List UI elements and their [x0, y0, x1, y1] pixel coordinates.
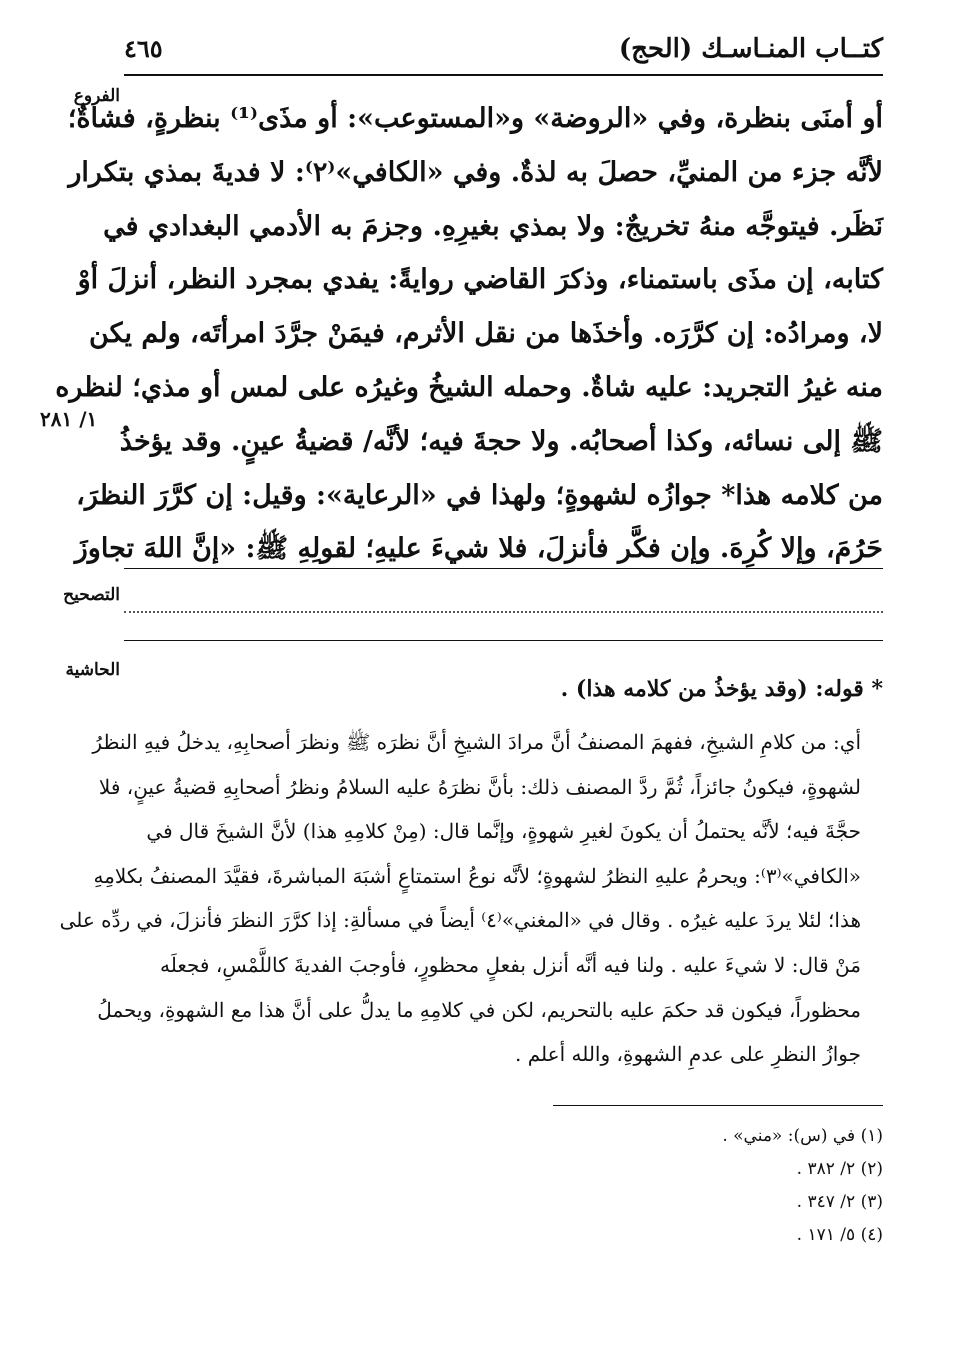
- margin-page-reference: ١/ ٢٨١: [40, 407, 98, 431]
- hashiya-text-block: [59, 720, 861, 1077]
- tashih-top-rule: [124, 568, 883, 569]
- header-rule: [124, 74, 883, 76]
- main-text-line: لأنَّه جزء من المنيِّ، حصلَ به لذةٌ. وفي «الكافي»⁽٢⁾: لا فديةَ بمذي بتكرار: [68, 156, 883, 188]
- main-text-line: منه غيرُ التجريد: عليه شاةٌ. وحمله الشيخُ وغيرُه على لمس أو مذي؛ لنظره: [55, 371, 883, 403]
- hashiya-line: جوازُ النظرِ على عدمِ الشهوةِ، والله أعلم .: [515, 1042, 861, 1067]
- main-text-line: أو أمنَى بنظرة، وفي «الروضة» و«المستوعب»: أو مذَى⁽¹⁾ بنظرةٍ، فشاةٌ؛: [67, 103, 883, 134]
- main-text-line: حَرُمَ، وإلا كُرِهَ. وإن فكَّر فأنزلَ، فلا شيءَ عليهِ؛ لقولِهِ ﷺ: «إنَّ اللهَ تجاوزَ: [74, 533, 883, 565]
- hashiya-heading: * قوله: (وقد يؤخذُ من كلامه هذا) .: [560, 676, 883, 702]
- page-number: ٤٦٥: [124, 34, 163, 63]
- hashiya-line: أي: من كلامِ الشيخِ، ففهمَ المصنفُ أنَّ مرادَ الشيخِ أنَّ نظرَه ﷺ ونظرَ أصحابِهِ، يدخلُ فيهِ النظرُ: [92, 730, 861, 754]
- main-text-line: لا، ومرادُه: إن كرَّرَه. وأخذَها من نقل الأثرم، فيمَنْ جرَّدَ امرأتَه، ولم يكن: [89, 318, 883, 350]
- tashih-dotted-line: [124, 611, 883, 613]
- footnotes-block: [383, 1120, 883, 1252]
- footnote: (٤) ٥/ ١٧١ .: [796, 1225, 883, 1245]
- main-text-line: نَظَر. فيتوجَّه منهُ تخريجٌ: ولا بمذي بغيرِهِ. وجزمَ به الأدمي البغدادي في: [103, 210, 883, 242]
- running-header-title: كتــاب المنـاسـك (الحج): [618, 34, 883, 64]
- footnote: (٢) ٢/ ٣٨٢ .: [796, 1159, 883, 1179]
- section-label-hashiya: الحاشية: [65, 660, 120, 680]
- footnote: (١) في (س): «مني» .: [722, 1126, 883, 1146]
- main-text-line: ﷺ إلى نسائه، وكذا أصحابُه. ولا حجةَ فيه؛ لأنَّه/ قضيةُ عينٍ. وقد يؤخذُ: [119, 425, 883, 457]
- tashih-bottom-rule: [124, 640, 883, 641]
- hashiya-line: «الكافي»⁽٣⁾: ويحرمُ عليهِ النظرُ لشهوةٍ؛ لأنَّه نوعُ استمتاعٍ أشبَهَ المباشرةَ، فقيَّدَ المصنفُ بكلامِهِ: [93, 863, 861, 888]
- section-label-tashih: التصحيح: [63, 585, 120, 605]
- hashiya-line: محظوراً، فيكون قد حكمَ عليه بالتحريم، لكن في كلامِهِ ما يدلُّ على أنَّ هذا مع الشهوةِ، ويحملُ: [97, 997, 861, 1022]
- footnote-rule: [553, 1105, 883, 1106]
- hashiya-line: حجَّةَ فيه؛ لأنَّه يحتملُ أن يكونَ لغيرِ شهوةٍ، وإنَّما قال: (مِنْ كلامِهِ هذا) لأنَّ الشيخَ قال في: [146, 819, 861, 844]
- hashiya-line: مَنْ قال: لا شيءَ عليه . ولنا فيه أنَّه أنزل بفعلٍ محظورٍ، فأوجبَ الفديةَ كاللَّمْسِ، فجعلَه: [160, 952, 861, 977]
- footnote: (٣) ٢/ ٣٤٧ .: [796, 1192, 883, 1212]
- hashiya-line: لشهوةٍ، فيكونُ جائزاً، ثُمَّ ردَّ المصنف ذلك: بأنَّ نظرَهُ عليه السلامُ ونظرُ أصحابِهِ قضيةُ عينٍ، فلا: [98, 774, 861, 799]
- main-text-line: كتابه، إن مذَى باستمناء، وذكرَ القاضي روايةً: يفدي بمجرد النظر، أنزلَ أوْ: [77, 264, 883, 296]
- main-text-line: من كلامه هذا* جوازُه لشهوةٍ؛ ولهذا في «الرعاية»: وقيل: إن كرَّرَ النظرَ،: [76, 479, 883, 511]
- hashiya-line: هذا؛ لئلا يردَ عليه غيرُه . وقال في «المغني»⁽٤⁾ أيضاً في مسألةِ: إذا كرَّرَ النظرَ فأنزلَ، في ردِّه على: [59, 908, 861, 933]
- section-label-furu: الفروع: [73, 86, 120, 106]
